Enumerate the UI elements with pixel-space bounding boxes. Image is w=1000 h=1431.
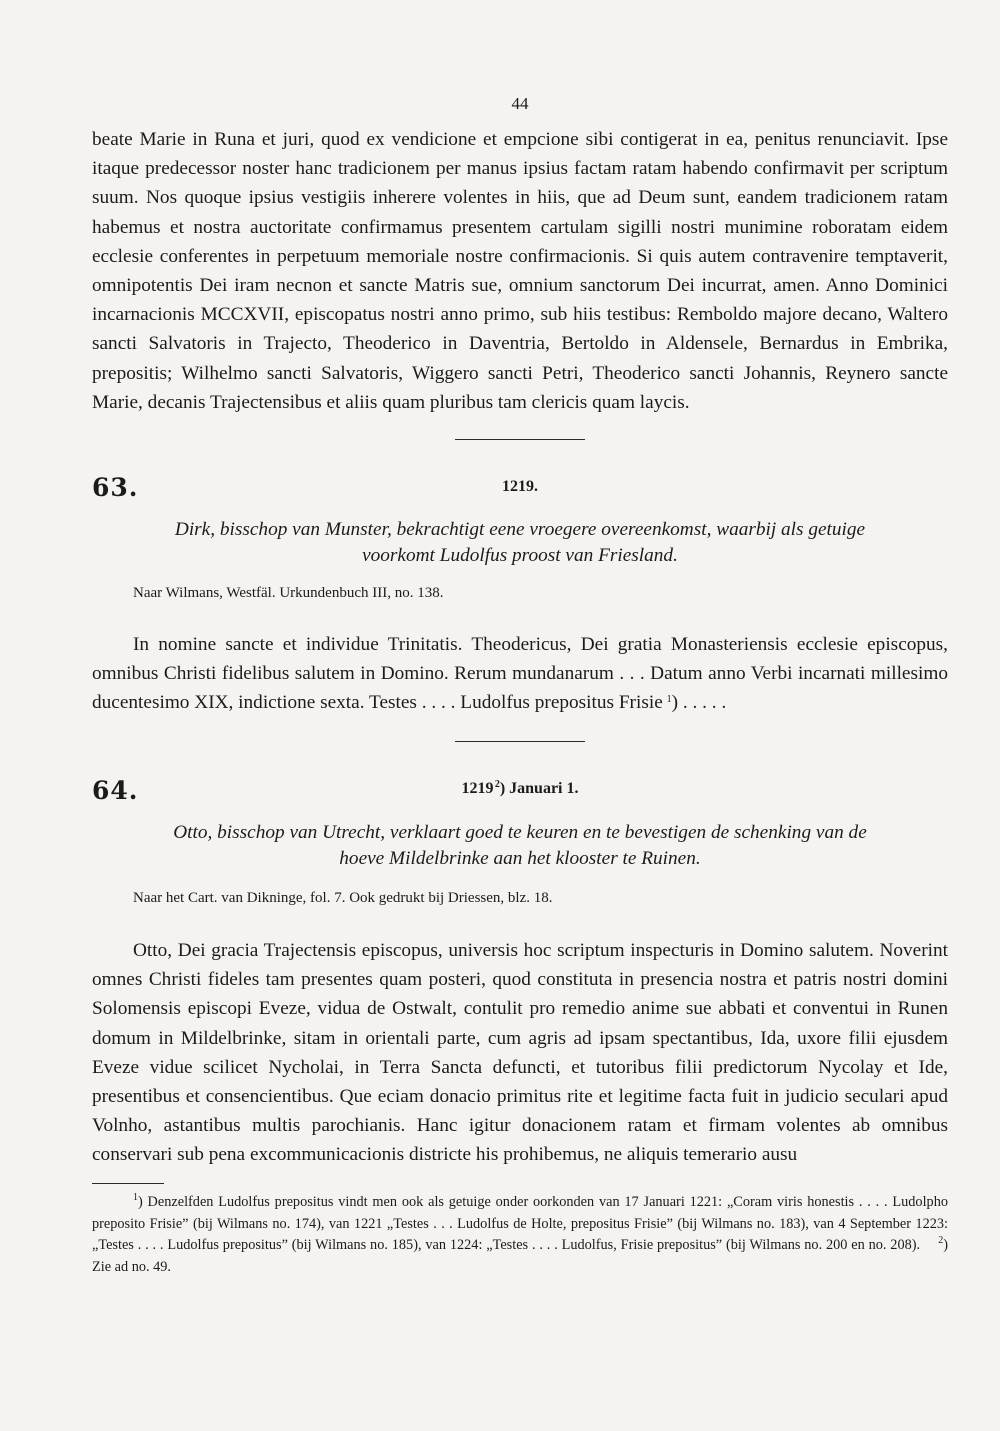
document-text-body: Otto, Dei gracia Trajectensis episcopus, universis hoc scriptum inspecturis in Domino salutem. Noverint omnes Christi fideles tam presentes quam posteri, quod constituta in presencia nostra et patris nostri domini Solomensis episcopi Eveze, vidua de Ostwalt, contulit pro remedio anime sue abbati et conventui in Runen domum in Mildelbrinke, sitam in orientali parte, cum agris ad ipsam spectantibus, Ida, uxore filii ejusdem Eveze vidue scilicet Nycholai, in Terra Sancta defuncti, et tutoribus filii predictorum Nycolay et Ide, presentibus et consencientibus. Que eciam donacio primitus rite et legitime facta fuit in judicio seculari apud Volnho, astantibus multis parochianis. Hanc igitur donacionem ratam et firmam volentes ab omnibus conservari sub pena excommunicacionis districte his prohibemus, ne aliquis temerario ausu	[92, 940, 948, 1166]
document-source: Naar het Cart. van Dikninge, fol. 7. Ook gedrukt bij Driessen, blz. 18.	[133, 890, 553, 906]
footnote-ref: 2	[494, 779, 500, 790]
summary-line: Dirk, bisschop van Munster, bekrachtigt eene vroegere overeenkomst, waarbij als getuige	[174, 519, 866, 540]
footnote-text: ) Denzelfden Ludolfus prepositus vindt men ook als getuige onder oorkonden van 17 Januari 1221: „Coram viris honestis . . . . Ludolpho preposito Frisie” (bij Wilmans no. 174), van 1221 „Testes . . . Ludolfus de Holte, prepositus Frisie” (bij Wilmans no. 183), van 4 September 1223: „Testes . . . . Ludolfus prepositus” (bij Wilmans no. 185), van 1224: „Testes . . . . Ludolfus, Frisie prepositus” (bij Wilmans no. 200 en no. 208).	[92, 1194, 948, 1253]
document-summary	[92, 820, 948, 872]
document-date: 1219.	[502, 478, 538, 495]
continuation-paragraph	[92, 125, 948, 417]
paragraph-text: beate Marie in Runa et juri, quod ex vendicione et empcione sibi contigerat in ea, penitus renunciavit. Ipse itaque predecessor noster hanc tradicionem per manus ipsius factam ratam habendo confirmavit per scriptum suum. Nos quoque ipsius vestigiis inherere volentes in hiis, que ad Deum sunt, eandem tradicionem ratam habemus et nostra auctoritate confirmamus presentem cartulam sigilli nostri munimine roboratam eidem ecclesie conferentes in perpetuum memoriale nostre confirmacionis. Si quis autem contravenire temptaverit, omnipotentis Dei iram necnon et sancte Matris sue, omnium sanctorum Dei incurrat, amen. Anno Dominici incarnacionis MCCXVII, episcopatus nostri anno primo, sub hiis testibus: Remboldo majore decano, Waltero sancti Salvatoris in Trajecto, Theoderico in Daventria, Bertoldo in Aldensele, Bernardus in Embrika, prepositis; Wilhelmo sancti Salvatoris, Wiggero sancti Petri, Theoderico sancti Johannis, Reynero sancte Marie, decanis Trajectensibus et aliis quam pluribus tam clericis quam laycis.	[92, 129, 948, 413]
date-rest: ) Januari 1.	[499, 780, 579, 797]
document-date	[0, 780, 1000, 798]
summary-line: Otto, bisschop van Utrecht, verklaart goed te keuren en te bevestigen de schenking van de	[173, 822, 867, 843]
date-year: 1219	[461, 780, 494, 797]
page-number: 44	[511, 94, 529, 113]
summary-line: hoeve Mildelbrinke aan het klooster te Ruinen.	[339, 848, 701, 869]
footnote-text: ) Zie ad no. 49.	[92, 1237, 948, 1275]
document-source: Naar Wilmans, Westfäl. Urkundenbuch III, no. 138.	[133, 585, 444, 601]
section-divider	[455, 741, 585, 742]
document-text-tail: ) . . . . .	[671, 692, 727, 714]
footnote-mark: 2	[938, 1235, 944, 1246]
document-summary	[92, 517, 948, 569]
document-text-body: In nomine sancte et individue Trinitatis. Theodericus, Dei gratia Monasteriensis ecclesie episcopus, omnibus Christi fidelibus salutem in Domino. Rerum mundanarum . . . Datum anno Verbi incarnati millesimo ducentesimo XIX, indictione sexta. Testes . . . . Ludolfus prepositus Frisie	[92, 634, 948, 714]
document-text	[92, 936, 948, 1170]
footnote-divider	[92, 1183, 164, 1184]
document-number: 64.	[92, 776, 139, 805]
summary-line: voorkomt Ludolfus proost van Friesland.	[362, 545, 678, 566]
footnote-ref: 1	[666, 694, 672, 706]
section-divider	[455, 439, 585, 440]
footnote	[92, 1192, 948, 1278]
footnotes	[92, 1192, 948, 1278]
document-text	[92, 630, 948, 718]
footnote-mark: 1	[133, 1192, 138, 1203]
document-number: 63.	[92, 473, 139, 502]
